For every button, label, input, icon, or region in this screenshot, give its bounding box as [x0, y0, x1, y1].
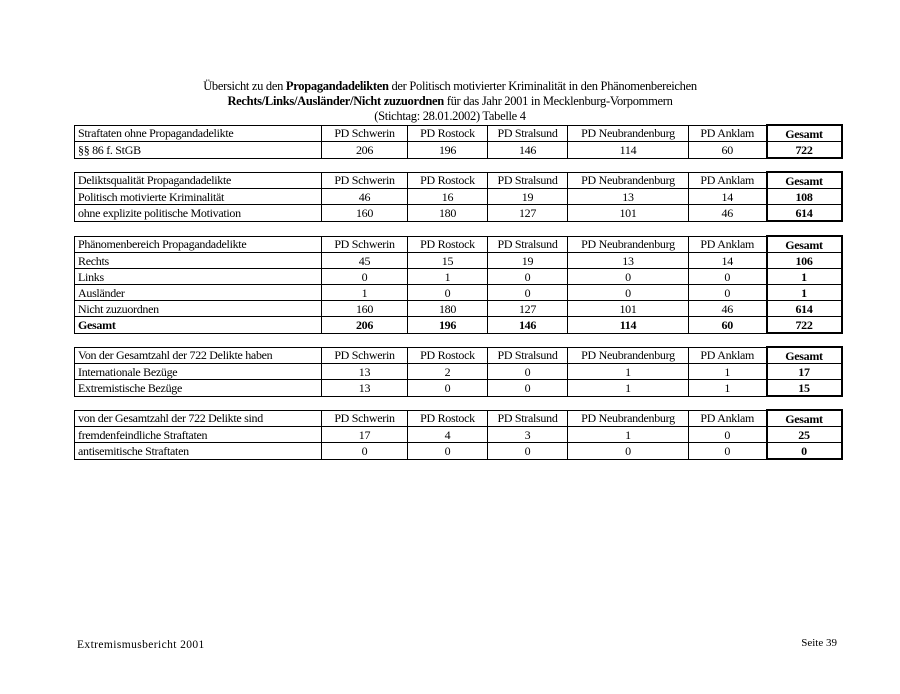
total-cell: 17	[767, 364, 842, 380]
value-cell: 180	[408, 205, 488, 222]
column-header: PD Neubrandenburg	[568, 347, 689, 364]
value-cell: 14	[689, 189, 767, 205]
value-cell: 0	[322, 443, 408, 460]
table-row	[75, 142, 842, 159]
value-cell: 101	[568, 301, 689, 317]
title-text: Übersicht zu den	[203, 79, 286, 93]
value-cell: 13	[568, 189, 689, 205]
value-cell: 180	[408, 301, 488, 317]
table-row	[75, 253, 842, 269]
value-cell: 0	[568, 269, 689, 285]
value-cell: 17	[322, 427, 408, 443]
table-header-row	[75, 125, 842, 142]
column-header: PD Stralsund	[488, 410, 568, 427]
value-cell: 0	[408, 380, 488, 397]
value-cell: 0	[488, 285, 568, 301]
value-cell: 45	[322, 253, 408, 269]
data-table	[74, 171, 843, 222]
title-line-3: (Stichtag: 28.01.2002) Tabelle 4	[374, 109, 526, 123]
column-header: PD Anklam	[689, 347, 767, 364]
column-header: PD Anklam	[689, 125, 767, 142]
row-label: Politisch motivierte Kriminalität	[75, 189, 322, 205]
data-table	[74, 409, 843, 460]
value-cell: 0	[488, 380, 568, 397]
value-cell: 46	[689, 301, 767, 317]
value-cell: 196	[408, 142, 488, 159]
value-cell: 196	[408, 317, 488, 334]
value-cell: 160	[322, 205, 408, 222]
value-cell: 0	[408, 285, 488, 301]
value-cell: 127	[488, 301, 568, 317]
column-header: PD Stralsund	[488, 347, 568, 364]
row-label: fremdenfeindliche Straftaten	[75, 427, 322, 443]
column-header: PD Rostock	[408, 172, 488, 189]
column-header: Gesamt	[767, 125, 842, 142]
column-header: PD Schwerin	[322, 347, 408, 364]
total-cell: 722	[767, 317, 842, 334]
column-header: PD Schwerin	[322, 236, 408, 253]
value-cell: 2	[408, 364, 488, 380]
document-title	[0, 79, 900, 124]
table-row	[75, 364, 842, 380]
total-cell: 1	[767, 269, 842, 285]
column-header: PD Neubrandenburg	[568, 410, 689, 427]
column-header: PD Rostock	[408, 125, 488, 142]
value-cell: 0	[488, 269, 568, 285]
column-header: PD Anklam	[689, 236, 767, 253]
value-cell: 60	[689, 142, 767, 159]
value-cell: 1	[568, 427, 689, 443]
value-cell: 0	[322, 269, 408, 285]
title-text: für das Jahr 2001 in Mecklenburg-Vorpommern	[443, 94, 673, 108]
value-cell: 19	[488, 253, 568, 269]
table-header-label: Von der Gesamtzahl der 722 Delikte haben	[75, 347, 322, 364]
value-cell: 46	[689, 205, 767, 222]
value-cell: 160	[322, 301, 408, 317]
table-row	[75, 301, 842, 317]
title-line-1	[0, 79, 900, 94]
column-header: Gesamt	[767, 172, 842, 189]
value-cell: 4	[408, 427, 488, 443]
value-cell: 146	[488, 142, 568, 159]
value-cell: 46	[322, 189, 408, 205]
row-label: ohne explizite politische Motivation	[75, 205, 322, 222]
value-cell: 0	[568, 443, 689, 460]
value-cell: 0	[689, 443, 767, 460]
data-table	[74, 124, 843, 159]
table-header-label: von der Gesamtzahl der 722 Delikte sind	[75, 410, 322, 427]
table-header-label: Deliktsqualität Propagandadelikte	[75, 172, 322, 189]
column-header: PD Schwerin	[322, 172, 408, 189]
total-cell: 614	[767, 301, 842, 317]
value-cell: 206	[322, 317, 408, 334]
table-header-row	[75, 236, 842, 253]
column-header: PD Schwerin	[322, 125, 408, 142]
data-table	[74, 235, 843, 334]
value-cell: 1	[689, 364, 767, 380]
title-bold-text: Rechts/Links/Ausländer/Nicht zuzuordnen	[227, 94, 444, 108]
value-cell: 114	[568, 317, 689, 334]
value-cell: 101	[568, 205, 689, 222]
value-cell: 0	[568, 285, 689, 301]
total-cell: 25	[767, 427, 842, 443]
row-label: Gesamt	[75, 317, 322, 334]
value-cell: 1	[689, 380, 767, 397]
value-cell: 0	[488, 443, 568, 460]
row-label: Nicht zuzuordnen	[75, 301, 322, 317]
row-label: Rechts	[75, 253, 322, 269]
total-cell: 1	[767, 285, 842, 301]
value-cell: 1	[322, 285, 408, 301]
value-cell: 0	[689, 269, 767, 285]
value-cell: 1	[568, 380, 689, 397]
data-table	[74, 346, 843, 397]
total-cell: 722	[767, 142, 842, 159]
column-header: Gesamt	[767, 236, 842, 253]
row-label: antisemitische Straftaten	[75, 443, 322, 460]
total-cell: 0	[767, 443, 842, 460]
row-label: Ausländer	[75, 285, 322, 301]
row-label: Links	[75, 269, 322, 285]
table-header-label: Straftaten ohne Propagandadelikte	[75, 125, 322, 142]
row-label: §§ 86 f. StGB	[75, 142, 322, 159]
column-header: Gesamt	[767, 347, 842, 364]
table-row	[75, 427, 842, 443]
total-cell: 15	[767, 380, 842, 397]
table-row	[75, 380, 842, 397]
value-cell: 60	[689, 317, 767, 334]
column-header: PD Rostock	[408, 236, 488, 253]
column-header: PD Neubrandenburg	[568, 172, 689, 189]
row-label: Extremistische Bezüge	[75, 380, 322, 397]
column-header: PD Stralsund	[488, 172, 568, 189]
total-cell: 106	[767, 253, 842, 269]
value-cell: 0	[408, 443, 488, 460]
value-cell: 13	[322, 364, 408, 380]
column-header: PD Stralsund	[488, 236, 568, 253]
table-row	[75, 317, 842, 334]
column-header: PD Anklam	[689, 172, 767, 189]
value-cell: 13	[568, 253, 689, 269]
value-cell: 0	[689, 427, 767, 443]
title-text: der Politisch motivierter Kriminalität in den Phänomenbereichen	[388, 79, 697, 93]
column-header: PD Rostock	[408, 410, 488, 427]
table-row	[75, 269, 842, 285]
value-cell: 15	[408, 253, 488, 269]
value-cell: 14	[689, 253, 767, 269]
title-bold-text: Propagandadelikten	[285, 79, 389, 93]
table-row	[75, 443, 842, 460]
footer-page-number: Seite 39	[801, 637, 837, 649]
title-line-2	[0, 94, 900, 109]
table-header-row	[75, 172, 842, 189]
value-cell: 13	[322, 380, 408, 397]
column-header: PD Neubrandenburg	[568, 125, 689, 142]
total-cell: 108	[767, 189, 842, 205]
value-cell: 19	[488, 189, 568, 205]
value-cell: 127	[488, 205, 568, 222]
row-label: Internationale Bezüge	[75, 364, 322, 380]
table-header-row	[75, 347, 842, 364]
column-header: PD Rostock	[408, 347, 488, 364]
column-header: PD Stralsund	[488, 125, 568, 142]
value-cell: 1	[408, 269, 488, 285]
value-cell: 146	[488, 317, 568, 334]
table-row	[75, 285, 842, 301]
total-cell: 614	[767, 205, 842, 222]
value-cell: 0	[488, 364, 568, 380]
table-row	[75, 205, 842, 222]
value-cell: 1	[568, 364, 689, 380]
value-cell: 16	[408, 189, 488, 205]
value-cell: 206	[322, 142, 408, 159]
table-header-label: Phänomenbereich Propagandadelikte	[75, 236, 322, 253]
column-header: PD Schwerin	[322, 410, 408, 427]
footer-report-name: Extremismusbericht 2001	[77, 639, 205, 651]
value-cell: 3	[488, 427, 568, 443]
column-header: PD Neubrandenburg	[568, 236, 689, 253]
value-cell: 0	[689, 285, 767, 301]
table-row	[75, 189, 842, 205]
value-cell: 114	[568, 142, 689, 159]
column-header: PD Anklam	[689, 410, 767, 427]
column-header: Gesamt	[767, 410, 842, 427]
table-header-row	[75, 410, 842, 427]
